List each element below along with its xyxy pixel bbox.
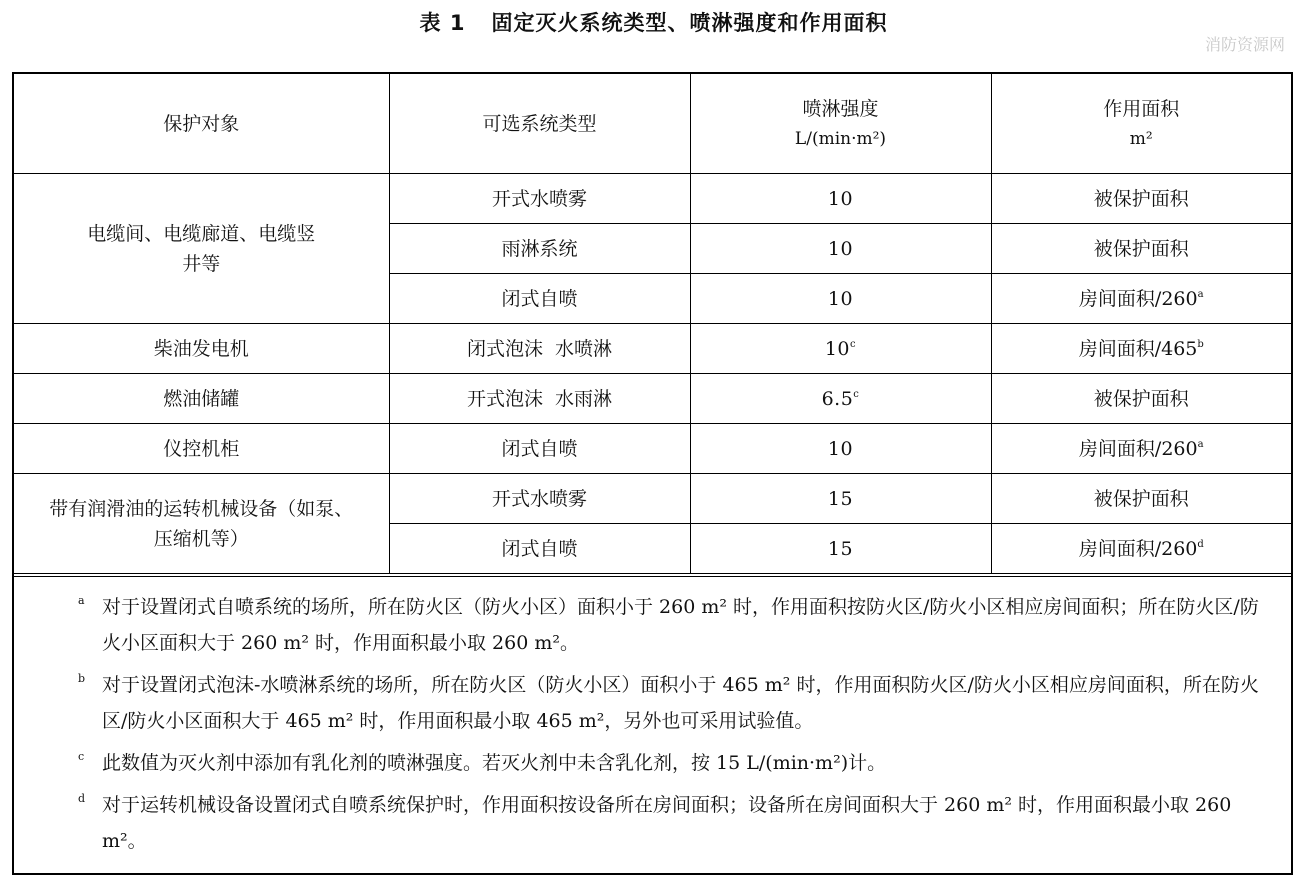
cell-area — [991, 424, 1291, 474]
cell-system: 闭式自喷 — [389, 424, 690, 474]
area-value: 房间面积/260 — [1078, 287, 1198, 310]
footnote — [14, 787, 1291, 859]
footnote-text: 对于设置闭式自喷系统的场所，所在防火区（防火小区）面积小于 260 m² 时，作用面积按防火区/防火小区相应房间面积；所在防火区/防火小区面积大于 260 m² 时，作用面积最小取 260 m²。 — [102, 596, 1259, 654]
cell-system: 闭式自喷 — [389, 274, 690, 324]
table-title-text: 固定灭火系统类型、喷淋强度和作用面积 — [491, 11, 888, 35]
cell-intensity — [690, 424, 991, 474]
table-title — [0, 6, 1307, 40]
intensity-value: 10 — [824, 337, 851, 360]
header-area — [991, 74, 1291, 174]
footnote-mark: a — [78, 594, 85, 607]
cell-intensity — [690, 324, 991, 374]
area-value: 被保护面积 — [1093, 237, 1189, 260]
area-value: 被保护面积 — [1093, 487, 1189, 510]
cell-intensity — [690, 374, 991, 424]
footnote-text: 对于设置闭式泡沫-水喷淋系统的场所，所在防火区（防火小区）面积小于 465 m² 时，作用面积防火区/防火小区相应房间面积，所在防火区/防火小区面积大于 465 m² 时，作用面积最小取 465 m²，另外也可采用试验值。 — [102, 674, 1259, 732]
area-value: 房间面积/465 — [1078, 337, 1198, 360]
intensity-note-mark: c — [850, 338, 857, 350]
cell-area — [991, 174, 1291, 224]
area-note-mark: a — [1197, 438, 1204, 450]
intensity-value: 15 — [827, 537, 854, 560]
table-row — [14, 474, 1291, 524]
table-row — [14, 424, 1291, 474]
object-label: 燃油储罐 — [163, 387, 240, 410]
table-row — [14, 174, 1291, 224]
watermark: 消防资源网 — [1204, 35, 1285, 54]
header-object: 保护对象 — [14, 74, 389, 174]
header-intensity — [690, 74, 991, 174]
intensity-note-mark: c — [853, 388, 860, 400]
area-note-mark: d — [1197, 538, 1204, 550]
footnote — [14, 667, 1291, 739]
header-intensity-unit: L/(min·m²) — [794, 128, 887, 149]
table-frame — [12, 72, 1293, 875]
table-row — [14, 374, 1291, 424]
cell-system: 开式泡沫 水雨淋 — [389, 374, 690, 424]
area-value: 被保护面积 — [1093, 387, 1189, 410]
intensity-value: 10 — [827, 437, 854, 460]
cell-object — [14, 174, 389, 324]
intensity-value: 10 — [827, 187, 854, 210]
header-system: 可选系统类型 — [389, 74, 690, 174]
cell-system: 开式水喷雾 — [389, 174, 690, 224]
footnote-mark: c — [78, 750, 85, 763]
header-row — [14, 74, 1291, 174]
footnote-mark: d — [78, 792, 86, 805]
data-table — [14, 74, 1291, 574]
object-label: 柴油发电机 — [153, 337, 249, 360]
cell-area — [991, 524, 1291, 574]
cell-area — [991, 324, 1291, 374]
cell-area — [991, 274, 1291, 324]
header-area-label: 作用面积 — [1103, 97, 1180, 120]
cell-system: 开式水喷雾 — [389, 474, 690, 524]
object-label: 仪控机柜 — [163, 437, 240, 460]
cell-intensity — [690, 474, 991, 524]
cell-area — [991, 374, 1291, 424]
cell-system: 雨淋系统 — [389, 224, 690, 274]
footnote — [14, 589, 1291, 661]
cell-area — [991, 224, 1291, 274]
header-intensity-label: 喷淋强度 — [802, 97, 879, 120]
intensity-value: 10 — [827, 237, 854, 260]
area-value: 被保护面积 — [1093, 187, 1189, 210]
area-value: 房间面积/260 — [1078, 537, 1198, 560]
footnote-text: 对于运转机械设备设置闭式自喷系统保护时，作用面积按设备所在房间面积；设备所在房间面积大于 260 m² 时，作用面积最小取 260 m²。 — [102, 794, 1232, 852]
area-value: 房间面积/260 — [1078, 437, 1198, 460]
cell-intensity — [690, 524, 991, 574]
area-note-mark: b — [1197, 338, 1204, 350]
cell-intensity — [690, 274, 991, 324]
cell-object — [14, 324, 389, 374]
footnote — [14, 745, 1291, 781]
header-area-unit: m² — [1129, 128, 1153, 149]
object-label: 带有润滑油的运转机械设备（如泵、压缩机等） — [49, 497, 354, 550]
footnote-mark: b — [78, 672, 86, 685]
cell-object — [14, 374, 389, 424]
cell-intensity — [690, 224, 991, 274]
cell-system: 闭式自喷 — [389, 524, 690, 574]
footnote-text: 此数值为灭火剂中添加有乳化剂的喷淋强度。若灭火剂中未含乳化剂，按 15 L/(min·m²)计。 — [102, 752, 887, 774]
intensity-value: 15 — [827, 487, 854, 510]
intensity-value: 6.5 — [821, 387, 854, 410]
cell-system: 闭式泡沫 水喷淋 — [389, 324, 690, 374]
area-note-mark: a — [1197, 288, 1204, 300]
object-label: 电缆间、电缆廊道、电缆竖井等 — [87, 222, 316, 275]
intensity-value: 10 — [827, 287, 854, 310]
footnotes — [14, 576, 1291, 865]
cell-intensity — [690, 174, 991, 224]
cell-area — [991, 474, 1291, 524]
cell-object — [14, 424, 389, 474]
table-row — [14, 324, 1291, 374]
table-number: 表 1 — [419, 11, 466, 35]
cell-object — [14, 474, 389, 574]
